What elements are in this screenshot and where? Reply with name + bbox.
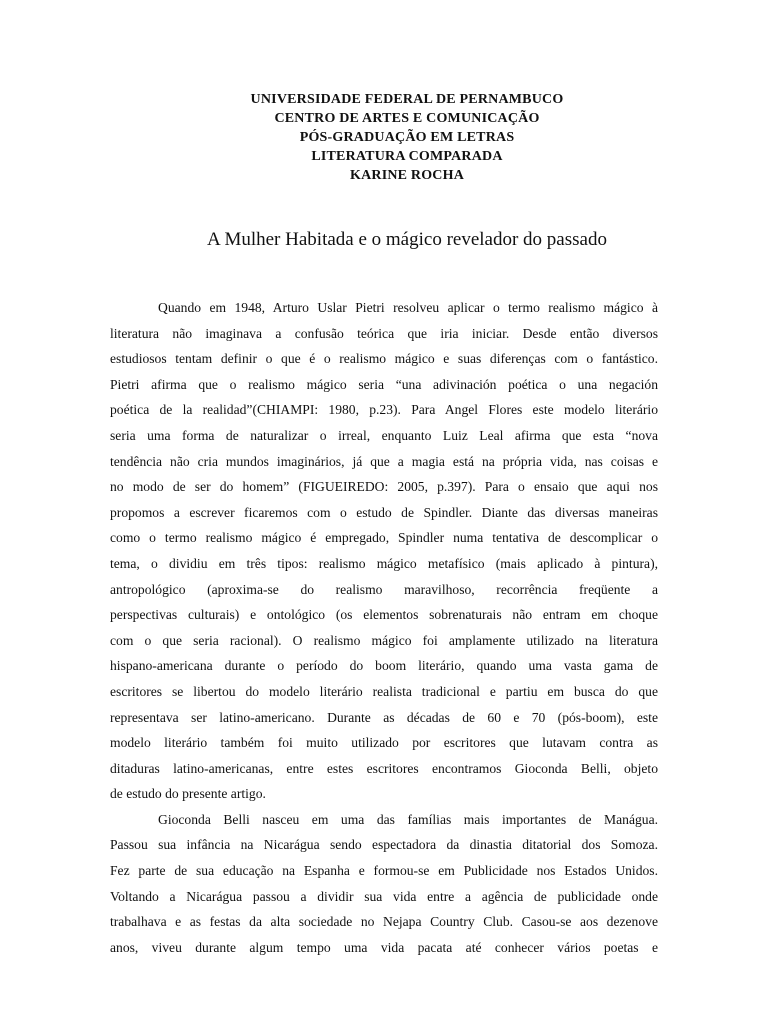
- text-line: modelo literário também foi muito utilizado por escritores que lutavam contra as: [110, 735, 658, 751]
- text-line: hispano-americana durante o período do boom literário, quando uma vasta gama de: [110, 658, 658, 674]
- text-line: de estudo do presente artigo.: [110, 786, 266, 802]
- text-line: anos, viveu durante algum tempo uma vida pacata até conhecer vários poetas e: [110, 939, 658, 955]
- text-line: seria uma forma de naturalizar o irreal, enquanto Luiz Leal afirma que esta “nova: [110, 427, 658, 443]
- header-line-author: KARINE ROCHA: [349, 168, 465, 183]
- text-line: poética de la realidad”(CHIAMPI: 1980, p.23). Para Angel Flores este modelo literário: [110, 402, 658, 418]
- essay-title: A Mulher Habitada e o mágico revelador do passado: [207, 229, 607, 250]
- text-line: perspectivas culturais) e ontológico (os elementos sobrenaturais não entram em choque: [110, 607, 658, 623]
- text-line: Gioconda Belli nasceu em uma das famílias mais importantes de Manágua.: [158, 811, 658, 827]
- text-line: tendência não cria mundos imaginários, já que a magia está na própria vida, nas coisas e: [110, 453, 658, 469]
- text-line: como o termo realismo mágico é empregado, Spindler numa tentativa de descomplicar o: [110, 530, 658, 546]
- text-line: Pietri afirma que o realismo mágico seria “una adivinación poética o una negación: [110, 376, 658, 392]
- paragraph: [110, 295, 658, 807]
- header-line-field: LITERATURA COMPARADA: [311, 149, 503, 164]
- header-line-university: UNIVERSIDADE FEDERAL DE PERNAMBUCO: [250, 92, 564, 107]
- text-line: escritores se libertou do modelo literário realista tradicional e partiu em busca do que: [110, 683, 658, 699]
- text-line: representava ser latino-americano. Durante as décadas de 60 e 70 (pós-boom), este: [110, 709, 658, 725]
- essay-body: [110, 295, 658, 960]
- paragraph: [110, 807, 658, 961]
- text-line: Fez parte de sua educação na Espanha e formou-se em Publicidade nos Estados Unidos.: [110, 863, 658, 879]
- text-line: Quando em 1948, Arturo Uslar Pietri resolveu aplicar o termo realismo mágico à: [158, 300, 658, 315]
- institution-header: [0, 90, 768, 185]
- header-line-program: PÓS-GRADUAÇÃO EM LETRAS: [299, 130, 515, 145]
- text-line: Passou sua infância na Nicarágua sendo espectadora da dinastia ditatorial dos Somoza.: [110, 837, 658, 853]
- text-line: estudiosos tentam definir o que é o realismo mágico e suas diferenças com o fantástico.: [110, 351, 658, 367]
- text-line: propomos a escrever ficaremos com o estudo de Spindler. Diante das diversas maneiras: [110, 504, 658, 520]
- header-line-center: CENTRO DE ARTES E COMUNICAÇÃO: [274, 111, 540, 126]
- text-line: trabalhava e as festas da alta sociedade no Nejapa Country Club. Casou-se aos dezenove: [110, 914, 658, 930]
- text-line: antropológico (aproxima-se do realismo maravilhoso, recorrência freqüente a: [110, 581, 658, 597]
- text-line: ditaduras latino-americanas, entre estes escritores encontramos Gioconda Belli, objeto: [110, 760, 658, 776]
- text-line: no modo de ser do homem” (FIGUEIREDO: 2005, p.397). Para o ensaio que aqui nos: [110, 479, 658, 495]
- text-line: Voltando a Nicarágua passou a dividir sua vida entre a agência de publicidade onde: [110, 888, 658, 904]
- text-line: com o que seria racional). O realismo mágico foi amplamente utilizado na literatura: [110, 632, 658, 648]
- text-line: literatura não imaginava a confusão teórica que iria iniciar. Desde então diversos: [110, 325, 658, 341]
- text-line: tema, o dividiu em três tipos: realismo mágico metafísico (mais aplicado à pintura),: [110, 555, 658, 571]
